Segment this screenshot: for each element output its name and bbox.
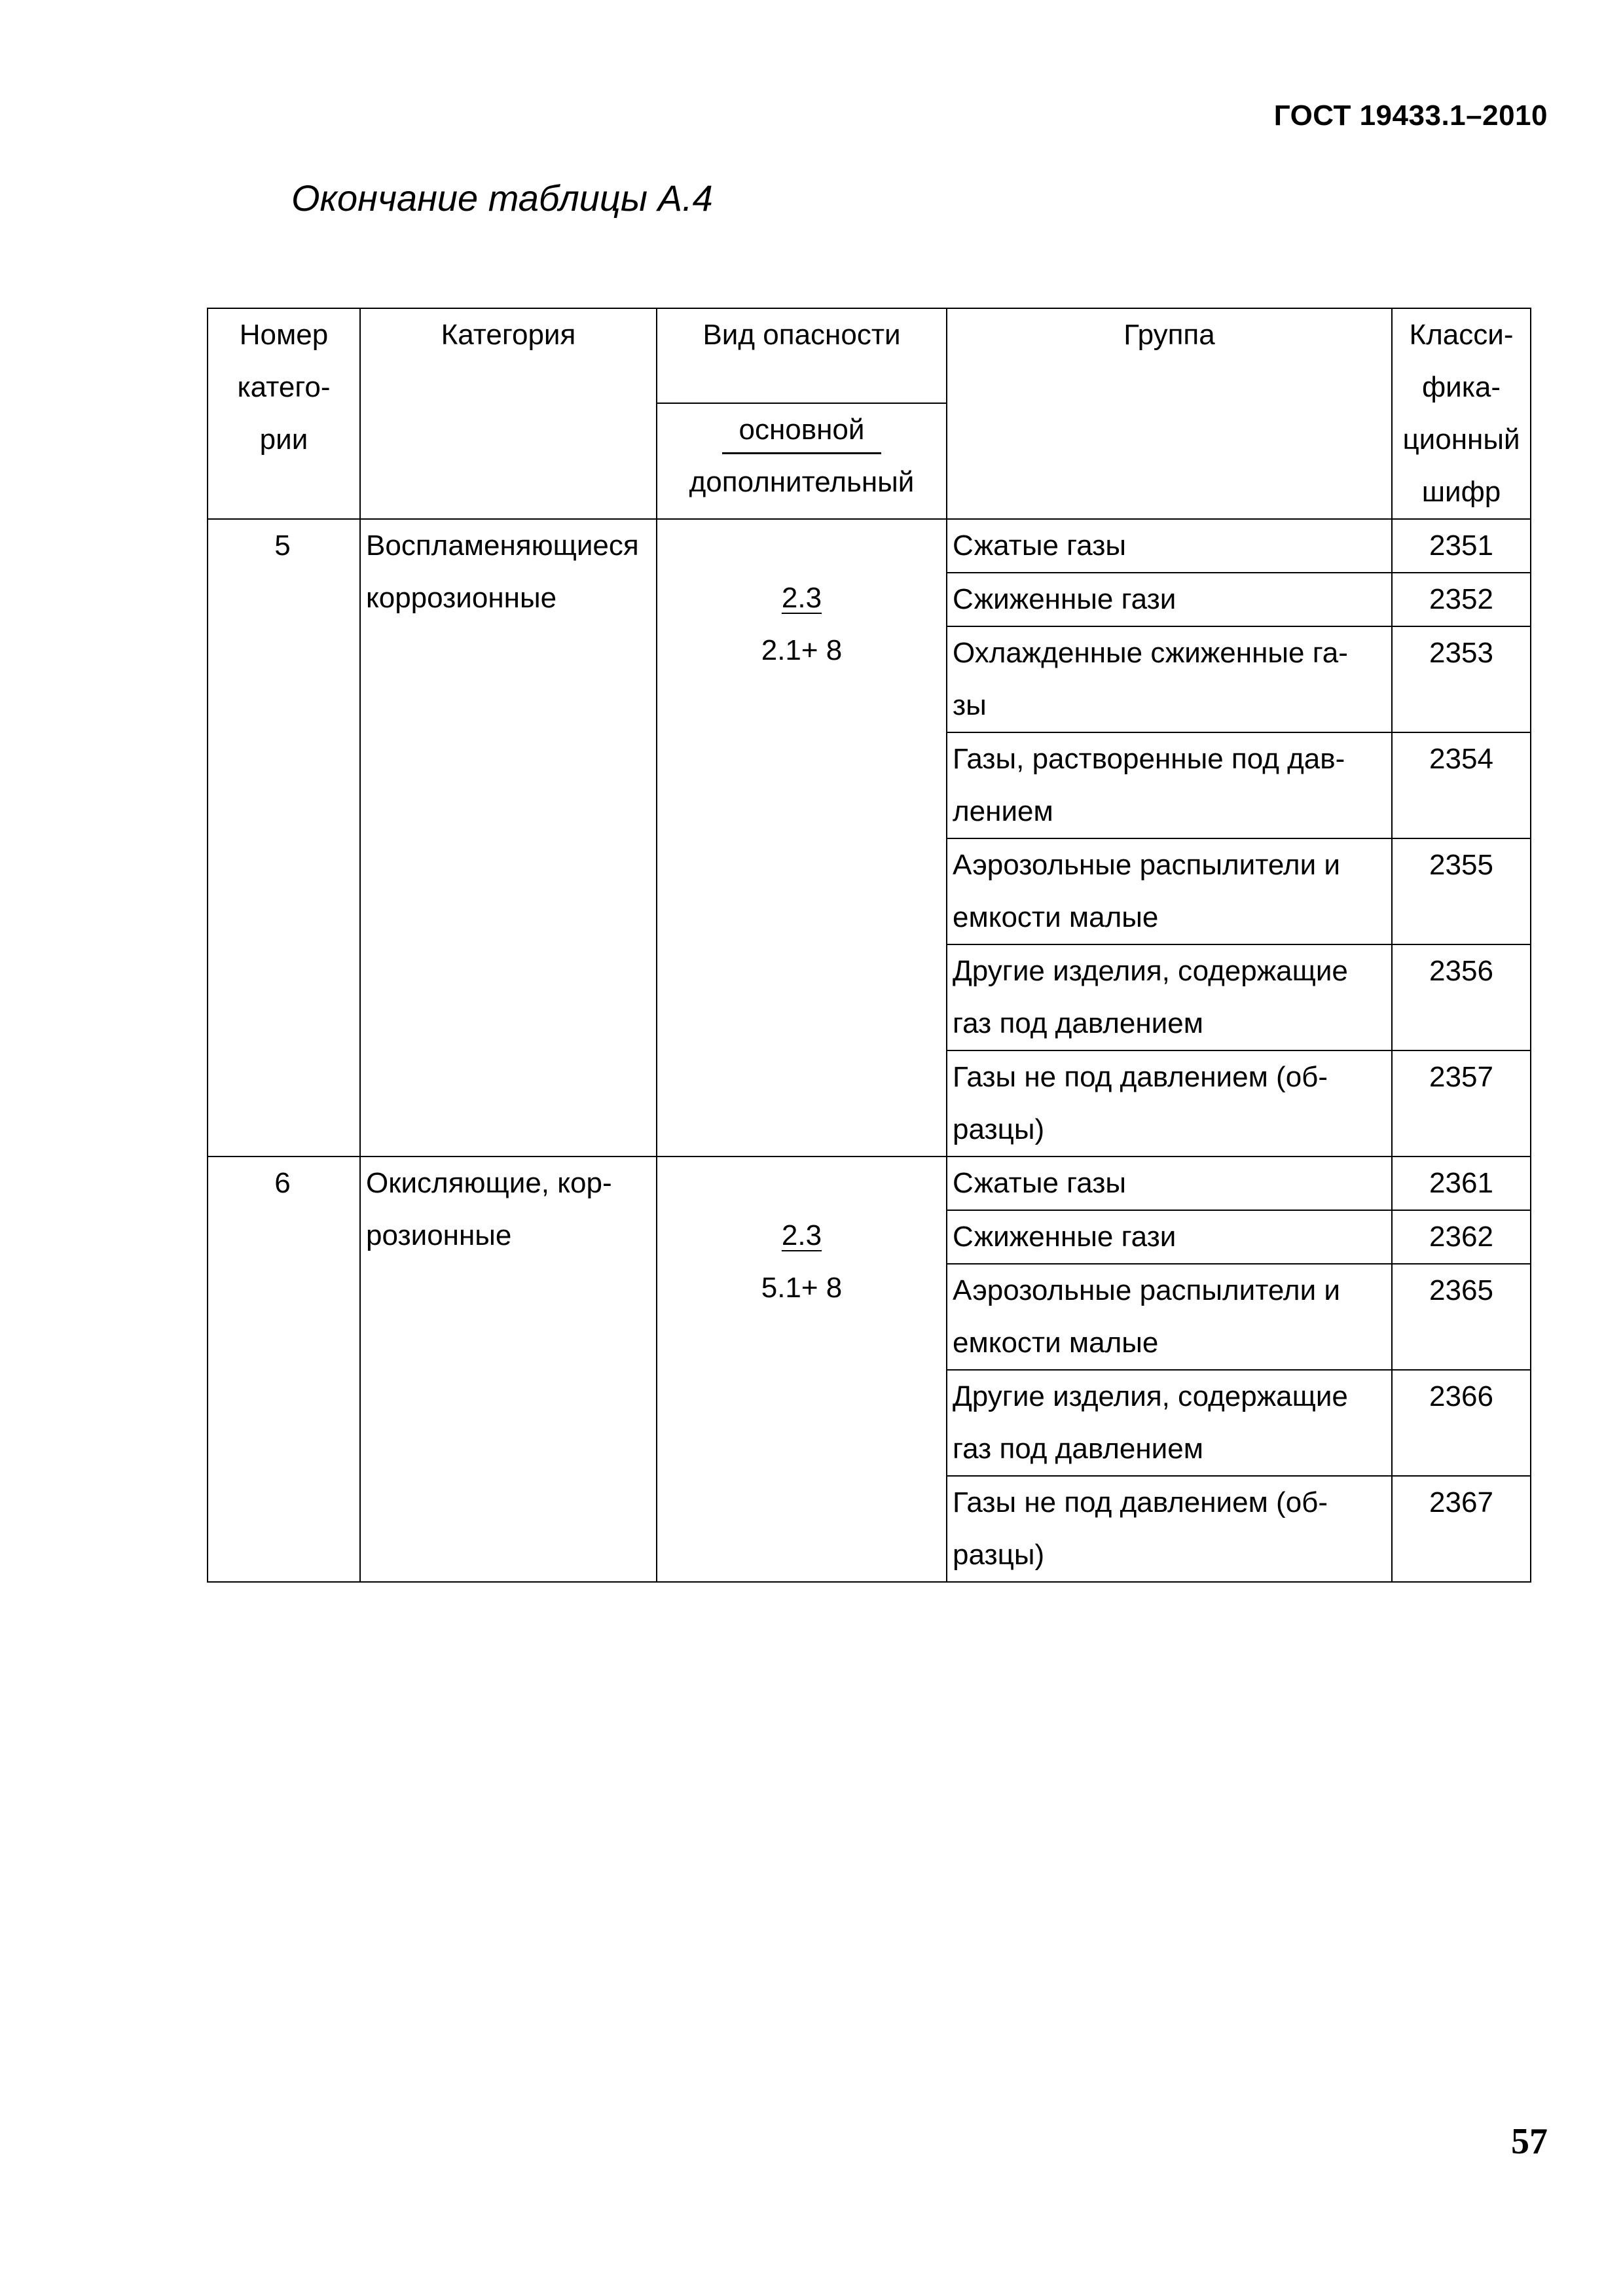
group-name <box>947 838 1392 944</box>
header-category: Категория <box>360 308 657 519</box>
hazard-main: 2.3 <box>781 1219 822 1251</box>
classification-code: 2355 <box>1392 838 1531 944</box>
group-name-line: Сжатые газы <box>953 529 1127 562</box>
group-name <box>947 732 1392 838</box>
header-hazard-fraction <box>657 403 947 519</box>
group-name <box>947 1210 1392 1264</box>
classification-code: 2356 <box>1392 944 1531 1050</box>
group-name-line: газ под давлением <box>953 1007 1203 1039</box>
category-name-line: коррозионные <box>366 582 557 614</box>
header-row <box>208 308 1531 403</box>
group-name-line: Газы, растворенные под дав- <box>953 743 1345 775</box>
classification-code: 2357 <box>1392 1050 1531 1157</box>
classification-code: 2354 <box>1392 732 1531 838</box>
group-name <box>947 944 1392 1050</box>
hazard-extra: 2.1+ 8 <box>761 634 843 666</box>
header-code <box>1392 308 1531 519</box>
group-name <box>947 1264 1392 1370</box>
group-name-line: разцы) <box>953 1539 1045 1571</box>
header-number-line: рии <box>259 423 308 456</box>
group-name <box>947 1157 1392 1210</box>
group-name-line: емкости малые <box>953 1327 1159 1359</box>
group-name <box>947 519 1392 573</box>
group-name-line: Охлажденные сжиженные га- <box>953 637 1348 669</box>
group-name-line: Другие изделия, содержащие <box>953 955 1348 987</box>
hazard-main: 2.3 <box>781 582 822 614</box>
group-name-line: зы <box>953 689 987 721</box>
group-name <box>947 1050 1392 1157</box>
header-code-line: Класси- <box>1409 319 1514 351</box>
table-row <box>208 519 1531 573</box>
group-name-line: Другие изделия, содержащие <box>953 1380 1348 1412</box>
classification-table <box>207 308 1531 1583</box>
classification-code: 2353 <box>1392 626 1531 732</box>
group-name-line: газ под давлением <box>953 1433 1203 1465</box>
category-name <box>360 1157 657 1582</box>
group-name <box>947 626 1392 732</box>
header-number <box>208 308 360 519</box>
group-name <box>947 573 1392 626</box>
group-name-line: Газы не под давлением (об- <box>953 1486 1328 1518</box>
header-number-line: Номер <box>239 319 329 351</box>
hazard-extra: 5.1+ 8 <box>761 1272 843 1304</box>
header-code-line: шифр <box>1421 476 1501 508</box>
group-name-line: Газы не под давлением (об- <box>953 1061 1328 1093</box>
header-hazard: Вид опасности <box>657 308 947 403</box>
page-number: 57 <box>1511 2121 1548 2162</box>
classification-code: 2365 <box>1392 1264 1531 1370</box>
table-row <box>208 1157 1531 1210</box>
classification-code: 2362 <box>1392 1210 1531 1264</box>
classification-code: 2352 <box>1392 573 1531 626</box>
category-name-line: Воспламеняющиеся <box>366 529 639 562</box>
hazard-type <box>657 1157 947 1582</box>
standard-code: ГОСТ 19433.1–2010 <box>1273 99 1548 132</box>
category-name <box>360 519 657 1157</box>
classification-code: 2361 <box>1392 1157 1531 1210</box>
group-name-line: лением <box>953 795 1053 827</box>
group-name <box>947 1476 1392 1582</box>
category-name-line: розионные <box>366 1219 512 1251</box>
group-name-line: Аэрозольные распылители и <box>953 1274 1340 1306</box>
group-name-line: Аэрозольные распылители и <box>953 849 1340 881</box>
group-name-line: емкости малые <box>953 901 1159 933</box>
hazard-type <box>657 519 947 1157</box>
classification-code: 2367 <box>1392 1476 1531 1582</box>
group-name-line: разцы) <box>953 1113 1045 1145</box>
header-hazard-extra: дополнительный <box>689 465 915 498</box>
classification-code: 2351 <box>1392 519 1531 573</box>
header-number-line: катего- <box>237 371 331 403</box>
group-name-line: Сжатые газы <box>953 1167 1127 1199</box>
header-group: Группа <box>947 308 1392 519</box>
header-hazard-main: основной <box>722 408 882 454</box>
table-caption: Окончание таблицы А.4 <box>291 177 713 219</box>
category-number: 6 <box>208 1157 360 1582</box>
category-number: 5 <box>208 519 360 1157</box>
group-name-line: Сжиженные гази <box>953 1221 1176 1253</box>
header-code-line: фика- <box>1421 371 1501 403</box>
group-name <box>947 1370 1392 1476</box>
header-code-line: ционный <box>1402 423 1520 456</box>
group-name-line: Сжиженные гази <box>953 583 1176 615</box>
classification-code: 2366 <box>1392 1370 1531 1476</box>
category-name-line: Окисляющие, кор- <box>366 1167 612 1199</box>
